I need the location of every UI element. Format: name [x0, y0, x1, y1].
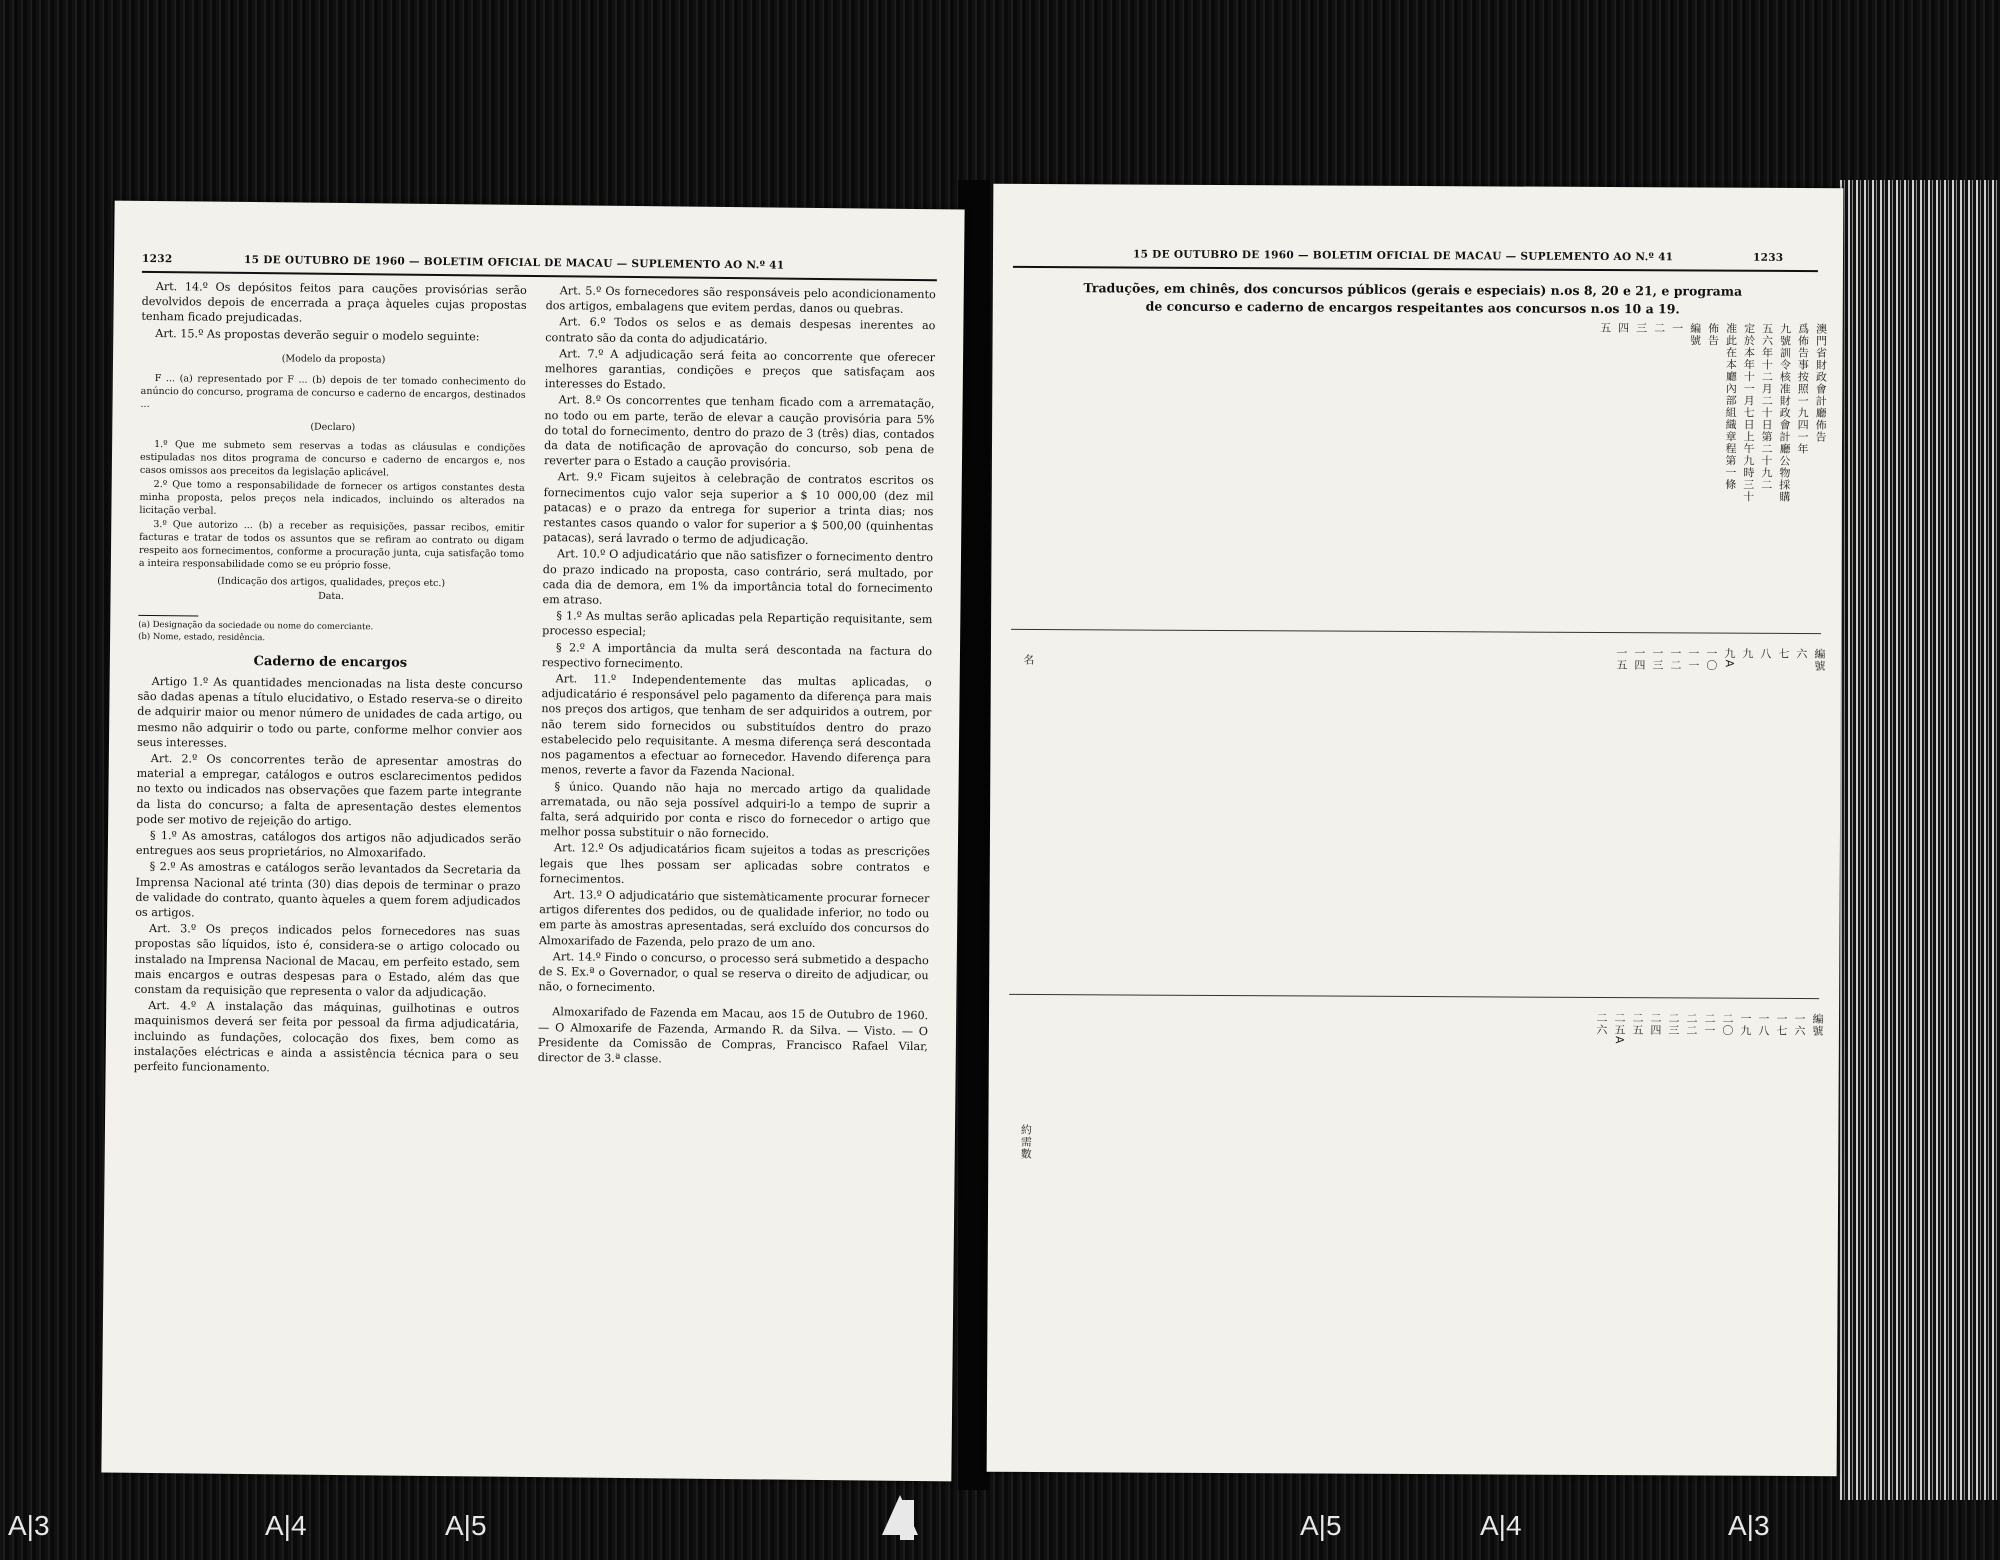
cjk-column: 二六 [1594, 1011, 1609, 1037]
signature-paragraph: Almoxarifado de Fazenda em Macau, aos 15 de Outubro de 1960. — O Almoxarife de Fazenda, Armando R. da Silva. — Visto. — O Presidente da Comissão de Compras, Francisco Rafael Vilar, director de 3.ª classe. [537, 1005, 929, 1066]
cjk-block-3 [1592, 1012, 1824, 1383]
cjk-column: 一二 [1668, 647, 1682, 672]
paragraph: Art. 7.º A adjudicação será feita ao concorrente que oferecer melhores garantias, condições e preços que satisfaçam aos interesses do Estado. [544, 347, 936, 392]
page-header: 15 DE OUTUBRO DE 1960 — BOLETIM OFICIAL DE MACAU — SUPLEMENTO AO N.º 41 [1132, 248, 1674, 264]
cjk-column: 編號 [1688, 322, 1702, 347]
cjk-column: 三 [1634, 322, 1648, 335]
paragraph: 1.º Que me submeto sem reservas a todas as cláusulas e condições estipuladas nos ditos programa de concurso e caderno de encargos e, nos casos omissos aos preceitos da legislação aplicável. [139, 438, 526, 479]
translations-title [1053, 279, 1773, 319]
ruler-mark: A|5 [1300, 1510, 1342, 1541]
paragraph: § 1.º As amostras, catálogos dos artigos não adjudicados serão entregues aos seus proprietários, no Almoxarifado. [135, 829, 522, 861]
cjk-block-2 [1612, 647, 1826, 978]
ruler-mark: A|4 [265, 1510, 307, 1541]
right-page [987, 184, 1844, 1476]
paragraph: § 2.º A importância da multa será descontada na factura do respectivo fornecimento. [541, 640, 933, 671]
section-heading: Caderno de encargos [253, 653, 408, 671]
date-line: Data. [318, 590, 345, 602]
paragraph: Art. 9.º Ficam sujeitos à celebração de contratos escritos os fornecimentos cujo valor seja superior a $ 10 000,00 (dez mil patacas) e o prazo da entrega for superior a trinta dias; nos restantes casos quando o valor for superior a $ 500,00 (quinhentas patacas), será lavrado o termo de adjudicação. [543, 470, 934, 548]
cjk-column: 九 [1740, 647, 1754, 660]
paragraph: § único. Quando não haja no mercado artigo da qualidade arrematada, ou não seja possível adquiri-lo a tempo de suprir a falta, será adquirido por conta e risco do fornecedor o artigo que melhor possa substituir o não fornecido. [540, 779, 931, 841]
paragraph: Art. 2.º Os concorrentes terão de apresentar amostras do material a empregar, catálogos e outros esclarecimentos pedidos no texto ou indicados nas observações que fazem parte integrante da lista do concurso; a falta de apresentação destes elementos pode ser motivo de rejeição do artigo. [136, 752, 522, 828]
paragraph: § 1.º As multas serão aplicadas pela Repartição requisitante, sem processo especial; [542, 609, 933, 639]
cjk-column: 編號 [1812, 648, 1826, 673]
footnote: (a) Designação da sociedade ou nome do comerciante. [138, 619, 374, 633]
cjk-column: 九A [1722, 647, 1736, 669]
cjk-column: 九號訓令核准財政會計廳公物採購 [1777, 322, 1792, 503]
cjk-column: 一七 [1774, 1012, 1789, 1037]
cjk-column: 一〇 [1704, 647, 1718, 672]
cjk-column: 澳門省財政會計廳佈告 [1814, 323, 1828, 444]
center-notch-bar [900, 1500, 914, 1540]
cjk-column: 二四 [1648, 1012, 1663, 1037]
cjk-column: 八 [1758, 647, 1772, 660]
paragraph: Art. 8.º Os concorrentes que tenham ficado com a arrematação, no todo ou em parte, terão de elevar a caução provisória para 5% do total do fornecimento, dentro do prazo de 3 (três) dias, contados da data de notificação de aprovação do concurso, sob pena de reverter para o Estado a caução provisória. [543, 393, 935, 470]
ruler-mark: A|5 [445, 1510, 487, 1541]
left-column-2 [538, 283, 936, 1070]
paragraph: Art. 10.º O adjudicatário que não satisfizer o fornecimento dentro do prazo indicado na proposta, caso contrário, será multado, por cada dia de demora, em 1% da importância total do fornecimento em atraso. [542, 547, 934, 607]
paragraph: F ... (a) representado por F ... (b) depois de ter tomado conhecimento do anúncio do concurso, programa de concurso e caderno de encargos, destinados ... [140, 372, 526, 410]
title-line-1: Traduções, em chinês, dos concursos públicos (gerais e especiais) n.os 8, 20 e 21, e programa [1083, 280, 1743, 299]
paragraph: 2.º Que tomo a responsabilidade de fornecer os artigos constantes desta minha proposta, pelos preços nela indicados, incluindo os alterados na licitação verbal. [139, 478, 525, 517]
cjk-column: 二五A [1612, 1012, 1627, 1045]
cjk-column: 一三 [1650, 647, 1664, 672]
declaro-title: (Declaro) [310, 421, 356, 433]
paragraph: Art. 3.º Os preços indicados pelos fornecedores nas suas propostas são líquidos, isto é, considera-se o artigo colocado ou instalado na Imprensa Nacional de Macau, em perfeito estado, sem mais encargos e outras despesas para o Estado, além das que constam da requisição que representa o valor da adjudicação. [134, 922, 521, 1000]
cjk-column: 二二 [1684, 1012, 1699, 1037]
header-rule [1013, 266, 1818, 272]
left-page [101, 201, 964, 1482]
column-label-name: 名 [1021, 653, 1035, 667]
cjk-column: 五 [1598, 321, 1612, 335]
paragraph: Art. 15.º As propostas deverão seguir o modelo seguinte: [155, 326, 480, 344]
cjk-column: 二〇 [1720, 1012, 1735, 1037]
cjk-block-1 [1596, 322, 1828, 623]
page-number: 1233 [1752, 251, 1784, 264]
paragraph: Art. 5.º Os fornecedores são responsáveis pelo acondicionamento dos artigos, embalagens que evitem perdas, danos ou quebras. [545, 284, 936, 317]
cjk-column: 編號 [1810, 1013, 1825, 1038]
paragraph: Art. 13.º O adjudicatário que sistemàticamente procurar fornecer artigos diferentes dos pedidos, ou de qualidade inferior, no todo ou em parte às amostras apresentadas, será excluído dos concursos do Almoxarifado de Fazenda, pelo prazo de um ano. [538, 888, 930, 950]
paragraph: Art. 11.º Independentemente das multas aplicadas, o adjudicatário é responsável pelo pagamento da diferença para mais nos preços dos artigos, que tenham de ser adquiridos a outrem, por não terem sido fornecidos ou substituídos dentro do prazo estabelecido pelo requisitante. A mesma diferença será descontada nos pagamentos a efectuar ao fornecedor. Havendo diferença para menos, reverte a favor da Fazenda Nacional. [540, 672, 932, 780]
ruler-mark: A|3 [1728, 1510, 1770, 1541]
cjk-column: 一四 [1632, 647, 1646, 672]
page-header: 15 DE OUTUBRO DE 1960 — BOLETIM OFICIAL DE MACAU — SUPLEMENTO AO N.º 41 [244, 253, 785, 272]
paragraph: Art. 12.º Os adjudicatários ficam sujeitos a todas as prescrições legais que lhes possam ser aplicadas sobre contratos e fornecimentos. [539, 841, 930, 886]
paragraph: Art. 14.º Os depósitos feitos para cauções provisórias serão devolvidos depois de encerrada a praça àqueles cujas propostas tenham ficado prejudicadas. [141, 280, 527, 325]
paragraph: § 2.º As amostras e catálogos serão levantados da Secretaria da Imprensa Nacional até trinta (30) dias depois de terminar o prazo de validade do contrato, quanto àqueles a quem forem adjudicados os artigos. [135, 860, 521, 920]
cjk-column: 二三 [1666, 1012, 1681, 1037]
cjk-column: 二 [1652, 322, 1666, 335]
paragraph: Art. 14.º Findo o concurso, o processo será submetido a despacho de S. Ex.ª o Governador, o qual se reserva o direito de adjudicar, ou não, o fornecimento. [538, 949, 929, 995]
cjk-column: 一 [1670, 322, 1684, 335]
cjk-column: 一六 [1792, 1012, 1807, 1038]
page-edges [1840, 180, 2000, 1500]
cjk-column: 四 [1616, 322, 1630, 335]
ruler-mark: A|3 [8, 1510, 50, 1541]
left-column-1 [134, 279, 527, 1079]
cjk-column: 爲佈告事按照一九四一年 [1795, 322, 1810, 456]
cjk-column: 五六年十二月二十日第二十九二 [1759, 322, 1774, 491]
section-divider [1009, 994, 1819, 999]
footnote: (b) Nome, estado, residência. [138, 631, 266, 643]
column-label-quantity: 約需數 [1019, 1123, 1033, 1161]
cjk-column: 准此在本廳內部組織章程第一條 [1723, 322, 1738, 491]
cjk-column: 二五 [1630, 1012, 1645, 1037]
cjk-column: 六 [1794, 647, 1808, 661]
ruler-mark: A|4 [1480, 1510, 1522, 1541]
model-title: (Modelo da proposta) [281, 353, 386, 366]
cjk-column: 一一 [1686, 647, 1700, 672]
title-line-2: de concurso e caderno de encargos respeitantes aos concursos n.os 10 a 19. [1145, 298, 1680, 317]
paragraph: Art. 6.º Todos os selos e as demais despesas inerentes ao contrato são da conta do adjudicatário. [545, 315, 936, 347]
cjk-column: 二一 [1702, 1012, 1717, 1037]
page-number: 1232 [142, 252, 173, 266]
section-divider [1011, 629, 1821, 634]
cjk-column: 佈告 [1706, 322, 1720, 347]
cjk-column: 一八 [1756, 1012, 1771, 1037]
cjk-column: 七 [1776, 647, 1790, 660]
indication-line: (Indicação dos artigos, qualidades, preços etc.) [217, 575, 446, 589]
footnote-rule [138, 615, 198, 617]
paragraph: 3.º Que autorizo ... (b) a receber as requisições, passar recibos, emitir facturas e tratar de todos os assuntos que se refiram ao contrato ou digam respeito aos fornecimentos, conforme a procuração junta, cuja satisfação tomo a inteira responsabilidade como se eu próprio fosse. [138, 518, 525, 572]
paragraph: Artigo 1.º As quantidades mencionadas na lista deste concurso são dadas apenas a título elucidativo, o Estado reserva-se o direito de adquirir maior ou menor número de unidades de cada artigo, ou mesmo não adquirir o todo ou parte, conforme melhor convier aos seus interesses. [136, 675, 523, 750]
cjk-column: 一九 [1738, 1012, 1753, 1037]
paragraph: Art. 4.º A instalação das máquinas, guilhotinas e outros maquinismos deverá ser feita por pessoal da firma adjudicatária, incluindo as fundações, colocação dos fixes, bem como as instalações eléctricas e ainda a assistência técnica para o seu perfeito funcionamento. [133, 999, 520, 1075]
cjk-column: 定於本年十一月七日上午九時三十 [1741, 322, 1756, 503]
cjk-column: 一五 [1614, 647, 1628, 672]
